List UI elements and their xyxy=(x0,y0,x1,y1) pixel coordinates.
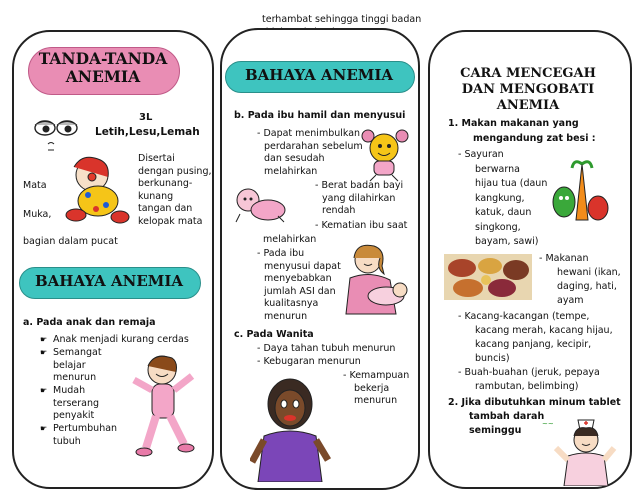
disertai-line: berkunang- xyxy=(138,178,193,189)
item-line: bekerja xyxy=(354,382,390,394)
food-platter-icon xyxy=(444,254,532,300)
item-line: - Kebugaran menurun xyxy=(257,355,361,367)
item-line: - Kemampuan xyxy=(343,370,410,381)
top-cut-text-1: terhambat sehingga tinggi badan xyxy=(262,14,422,25)
bahaya-title-left: BAHAYA ANEMIA xyxy=(34,272,184,290)
item-line: hewani (ikan, xyxy=(557,267,621,278)
item-line: - Dapat menimbulkan xyxy=(257,128,361,139)
sick-person-icon xyxy=(62,155,134,227)
item-perdarahan xyxy=(257,128,363,178)
item-line: menurun xyxy=(354,395,398,406)
item-line: perdarahan sebelum xyxy=(264,140,363,152)
tired-eyes-icon xyxy=(34,114,80,154)
item-line: katuk, daun xyxy=(475,207,532,218)
svg-text:~~: ~~ xyxy=(542,420,554,428)
item-line: singkong, xyxy=(475,221,521,233)
item-menyusui xyxy=(257,248,341,323)
girl-in-pink-icon xyxy=(128,352,200,462)
item-line: berwarna xyxy=(475,163,520,175)
sign-letih: Letih,Lesu,Lemah xyxy=(95,126,200,138)
mata-text: Mata xyxy=(23,180,47,191)
tired-woman-icon xyxy=(250,378,332,482)
item-line: seminggu xyxy=(469,425,522,436)
item-line: yang dilahirkan xyxy=(322,192,396,204)
title-line-3: ANEMIA xyxy=(496,98,560,113)
item-line: rendah xyxy=(322,205,356,216)
item-line: - Sayuran xyxy=(458,149,504,160)
item-line: menyebabkan xyxy=(264,273,332,284)
item-line: 2. Jika dibutuhkan minum tablet xyxy=(448,397,621,408)
title-line-1: CARA MENCEGAH xyxy=(460,66,596,81)
item-1-heading xyxy=(448,118,596,146)
hand-pointer-icon: ☛ xyxy=(40,386,48,395)
item-kematian-cont: melahirkan xyxy=(263,234,317,245)
disertai-line: kelopak mata xyxy=(138,215,203,227)
item-line: kualitasnya xyxy=(264,298,319,309)
section-c-heading: c. Pada Wanita xyxy=(234,329,314,340)
item-line: menurun xyxy=(264,310,308,322)
title-line-2: DAN MENGOBATI xyxy=(461,82,595,97)
hand-pointer-icon: ☛ xyxy=(40,424,48,433)
bullet-text: menurun xyxy=(53,372,97,383)
bullet-text: tubuh xyxy=(53,435,81,447)
item-line: dan sesudah xyxy=(264,153,325,164)
sign-3l: 3L xyxy=(139,112,153,123)
baby-icon xyxy=(232,184,288,226)
item-line: - Buah-buahan (jeruk, pepaya xyxy=(458,367,600,378)
item-line: 1. Makan makanan yang xyxy=(448,118,579,129)
item-line: rambutan, belimbing) xyxy=(475,381,579,392)
vegetables-icon xyxy=(552,160,610,226)
bagian-text: bagian dalam pucat xyxy=(23,236,118,247)
item-buah xyxy=(458,366,600,394)
bullet-text: penyakit xyxy=(53,410,95,421)
bullet-text: Semangat xyxy=(53,347,102,358)
item-line: kangkung, xyxy=(475,192,525,204)
section-a-heading: a. Pada anak dan remaja xyxy=(23,317,156,328)
disertai-line: kunang xyxy=(138,190,174,202)
item-sayuran xyxy=(458,148,547,250)
disertai-line: dengan pusing, xyxy=(138,165,212,177)
item-line: - Berat badan bayi xyxy=(315,180,404,191)
title-cara-mencegah xyxy=(430,66,626,114)
item-line: buncis) xyxy=(475,353,510,364)
bullet-text: Mudah xyxy=(53,385,86,396)
item-line: daging, hati, xyxy=(557,281,617,292)
bullet-text: terserang xyxy=(53,397,100,409)
item-line: kacang panjang, kecipir, xyxy=(475,339,592,350)
hand-pointer-icon: ☛ xyxy=(40,335,48,344)
item-line: mengandung zat besi : xyxy=(473,132,596,144)
item-line: jumlah ASI dan xyxy=(264,285,336,297)
item-makanan xyxy=(539,252,621,308)
title-tanda-anemia xyxy=(28,50,178,86)
item-line: - Daya tahan tubuh menurun xyxy=(257,343,396,354)
item-berat-badan xyxy=(315,180,403,218)
disertai-line: tangan dan xyxy=(138,203,193,214)
item-kemampuan xyxy=(343,370,409,408)
mother-baby-icon xyxy=(340,244,412,318)
section-b-heading: b. Pada ibu hamil dan menyusui xyxy=(234,110,406,121)
item-line: ayam xyxy=(557,295,584,306)
bullet-text: Pertumbuhan xyxy=(53,423,118,434)
item-line: hijau tua (daun xyxy=(475,178,548,189)
item-line: - Kacang-kacangan (tempe, xyxy=(458,311,590,322)
bullet-text: belajar xyxy=(53,359,86,371)
item-line: tambah darah xyxy=(469,411,545,422)
disertai-text xyxy=(138,153,212,228)
title-line-2: ANEMIA xyxy=(65,67,141,86)
bahaya-title-middle: BAHAYA ANEMIA xyxy=(244,66,394,84)
item-line: melahirkan xyxy=(264,165,318,177)
flower-clown-icon xyxy=(358,126,412,182)
item-line: kacang merah, kacang hijau, xyxy=(475,325,613,336)
muka-text: Muka, xyxy=(23,209,52,220)
item-line: - Makanan xyxy=(539,253,589,264)
bullet-text: Anak menjadi kurang cerdas xyxy=(53,334,189,345)
item-line: bayam, sawi) xyxy=(475,236,539,247)
item-kematian: - Kematian ibu saat xyxy=(315,220,408,231)
title-line-1: TANDA-TANDA xyxy=(38,49,168,68)
item-kacang xyxy=(458,310,613,366)
c-items xyxy=(257,343,395,368)
nurse-icon xyxy=(540,414,618,486)
hand-pointer-icon: ☛ xyxy=(40,348,48,357)
disertai-line: Disertai xyxy=(138,153,175,164)
item-line: - Pada ibu xyxy=(257,248,305,259)
item-line: menyusui dapat xyxy=(264,260,341,272)
